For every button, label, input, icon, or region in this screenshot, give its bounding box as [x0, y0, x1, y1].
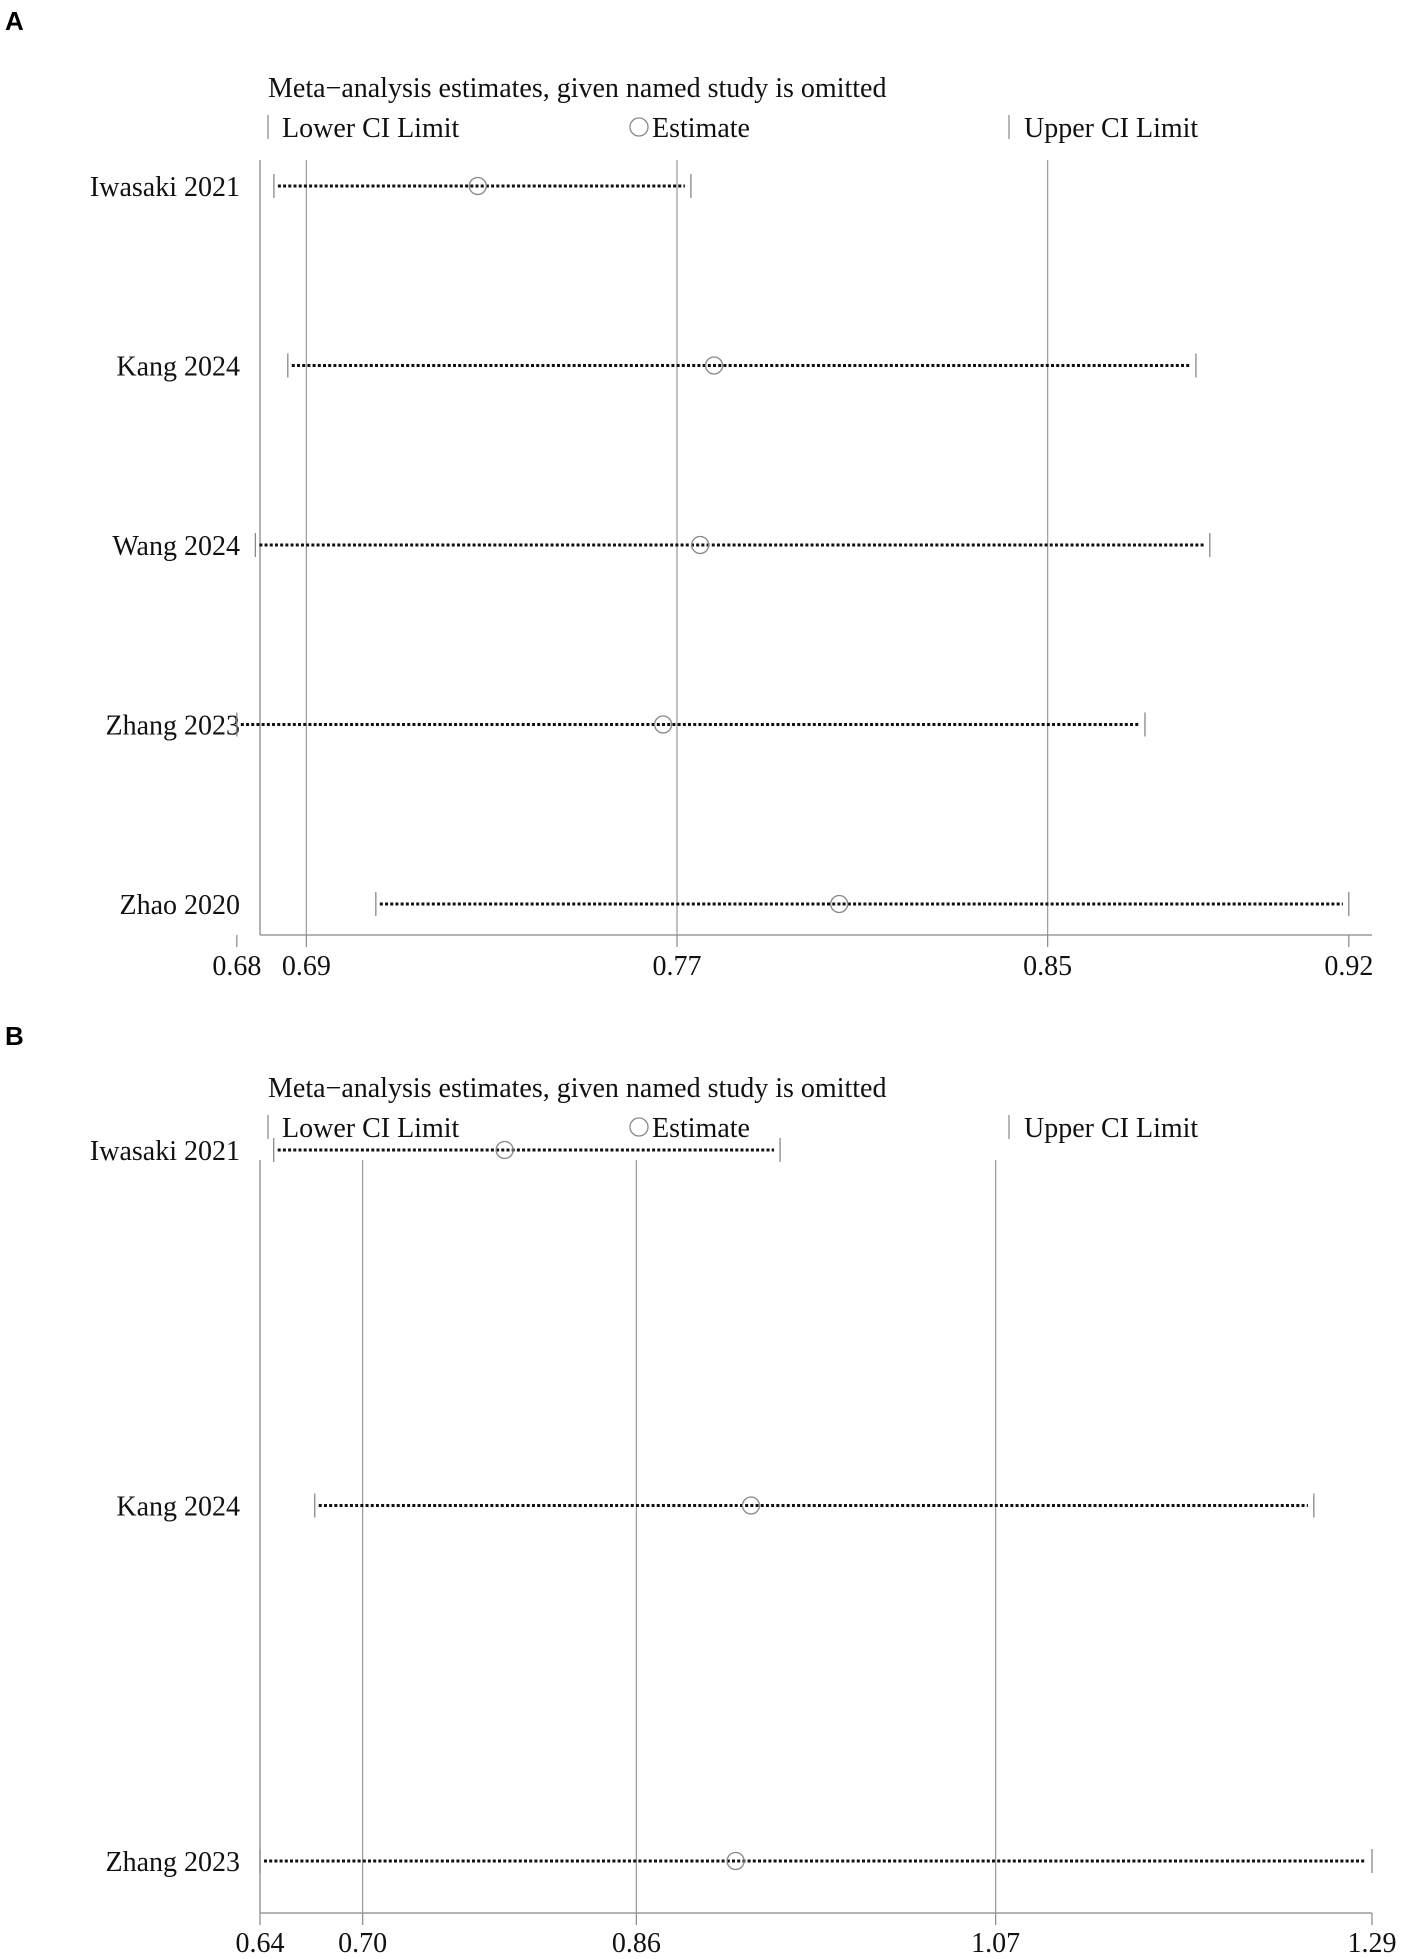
- x-tick-label: 0.85: [1023, 951, 1073, 982]
- x-tick-label: 0.92: [1324, 951, 1374, 982]
- legend-upper-label: Upper CI Limit: [1024, 1113, 1199, 1144]
- legend-upper-label: Upper CI Limit: [1024, 113, 1199, 144]
- study-label: Iwasaki 2021: [89, 172, 240, 203]
- panel-b: [0, 1015, 1417, 1959]
- x-tick-label: 1.07: [971, 1928, 1021, 1959]
- forest-plot-b: [0, 1015, 1417, 1959]
- study-label: Zhang 2023: [105, 710, 240, 742]
- study-label: Iwasaki 2021: [89, 1136, 240, 1167]
- x-tick-label: 0.77: [652, 951, 702, 982]
- study-row: [105, 711, 1144, 742]
- study-row: [116, 352, 1196, 383]
- legend-estimate-label: Estimate: [652, 113, 750, 144]
- study-label: Wang 2024: [112, 531, 240, 562]
- legend-estimate-marker: [630, 1118, 648, 1136]
- panel-letter: B: [5, 1021, 24, 1051]
- study-label: Zhao 2020: [119, 890, 240, 921]
- study-label: Kang 2024: [116, 1491, 240, 1523]
- study-label: Zhang 2023: [105, 1847, 240, 1878]
- study-row: [105, 1847, 1372, 1878]
- panel-letter: A: [5, 6, 24, 36]
- study-row: [119, 890, 1348, 921]
- study-row: [112, 531, 1209, 562]
- x-tick-label: 0.68: [212, 951, 262, 982]
- legend-lower-label: Lower CI Limit: [282, 1113, 460, 1144]
- legend-estimate-label: Estimate: [652, 1113, 750, 1144]
- plot-title: Meta−analysis estimates, given named study is omitted: [268, 73, 887, 104]
- estimate-marker: [692, 537, 709, 554]
- study-label: Kang 2024: [116, 351, 240, 383]
- x-tick-label: 1.29: [1347, 1928, 1397, 1959]
- x-tick-label: 0.69: [281, 951, 331, 982]
- legend: [268, 1113, 1198, 1144]
- study-row: [90, 172, 691, 203]
- study-row: [116, 1492, 1313, 1523]
- legend: [268, 113, 1198, 144]
- x-tick-label: 0.86: [611, 1928, 661, 1959]
- legend-lower-label: Lower CI Limit: [282, 113, 460, 144]
- legend-estimate-marker: [630, 118, 648, 136]
- x-tick-label: 0.70: [338, 1928, 388, 1959]
- x-tick-label: 0.64: [235, 1928, 285, 1959]
- plot-title: Meta−analysis estimates, given named study is omitted: [268, 1073, 887, 1104]
